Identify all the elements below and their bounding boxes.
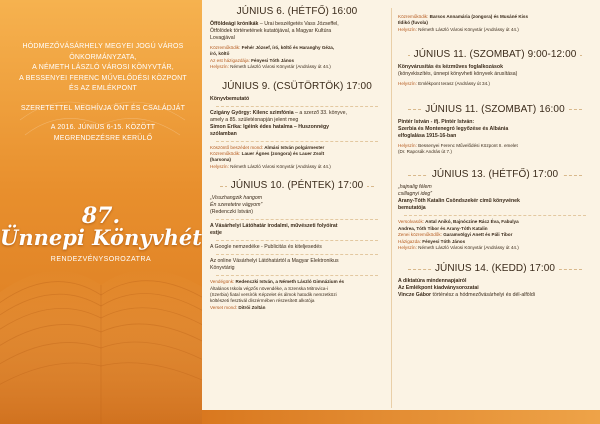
day-heading: JÚNIUS 9. (CSÜTÖRTÖK) 17:00 [206, 81, 388, 92]
cover-invite-line: SZERETETTEL MEGHÍVJA ÖNT ÉS CSALÁDJÁT [20, 104, 186, 112]
cover-intro-line: ÖNKORMÁNYZATA, [69, 53, 137, 61]
event-entry: Pintér István - ifj. Pintér István: Szerbia és Montenegró legyőzése és Albánia elfoglalása 1915-16-ban Helyszín: Bessenyei Ferenc Művelődési Központ II. emelet (Dr. Rapcsák András út 7.) [398, 118, 518, 155]
cover-title: Ünnepi Könyvhét [0, 225, 202, 250]
day-heading: JÚNIUS 6. (HÉTFŐ) 16:00 [206, 6, 388, 17]
edition-number: 87. [81, 203, 121, 229]
cover-intro-line: A BESSENYEI FERENC MŰVELŐDÉSI KÖZPONT [19, 74, 187, 82]
event-entry: Öfföldeági krónikák – Urai beszélgetés Vass Józseffel, Ötfölödek történetének kutatójával, a Magyar Kultúra Lovagjával Közreműködik: Fehér József, író, költő és Haranghy Géza, író, költő Az est házigazdája: Fényesi Tóth János Helyszín: Németh László Városi Könyvtár (Andrássy út 44.) [210, 21, 339, 70]
day-heading: JÚNIUS 13. (HÉTFŐ) 17:00 [394, 169, 596, 180]
cover-date-line: A 2016. JÚNIUS 6-15. KÖZÖTT [50, 124, 156, 131]
event-entry: „hajnalig félem csillagnyi ideg” Arany-Tóth Katalin Csöndszekér című könyvének bemutatója Versolvasók: Antal Anikó, Bajnóczine Rácz Éva, Fabulya Andrea, Tóth Tibor és Arany-Tóth Katalin Zenei közreműködők: Garamvölgyi Anett és Páli Tibor Házigazda: Fényesi Tóth János Helyszín: Németh László Városi Könyvtár (Andrássy út 44.) [394, 184, 596, 251]
program-column-right [394, 0, 596, 424]
cover-panel [0, 0, 202, 424]
event-entry: „Visszhangzik hangom Én szeretetre vágyom” (Redenczki István) A Vásárhelyi Látóhatár irodalmi, művészeti folyóirat estje A Google nemzedéke - Publicitás és kiteljesedés Az online Vásárhelyi Látóhatártól a Magyar Elektronikus Könyvtárig Vendégünk: Redenczki István, a Németh László Gimnázium és Általános Iskola végzős növendéke, a Szenska Mitrovica-i (Szerbia) fiatal versírók Képzelet és álmok hatodik nemzetközi költészeti fesztivál díszérmében részesített alkotója Verset mond: Ditrói Zoltán [206, 195, 388, 311]
day-heading: JÚNIUS 11. (SZOMBAT) 9:00-12:00 [394, 49, 596, 60]
program-column-middle [206, 0, 388, 424]
event-entry: A diktatúra mindennapjairól Az Emlékpont kiadványsorozatai Vincze Gábor történész a hódmezővásárhelyi és dél-alföldi [398, 278, 535, 299]
cover-intro-line: ÉS AZ EMLÉKPONT [69, 85, 137, 92]
day-heading: JÚNIUS 10. (PÉNTEK) 17:00 [206, 180, 388, 191]
event-entry: Közreműködik: Barsos Annamária (zongora) és Musáné Kiss Ildikó (fuvola) Helyszín: Németh László Városi Könyvtár (Andrássy út 44.) [398, 14, 529, 32]
column-divider [391, 8, 392, 408]
event-entry: Könyvbemutató Czigány György: Kilenc szimfónia – a szerző 33. könyve, amely a 85. születésnapján jelent meg Simon Erika: Igéink édes hatalma – Huszonnégy szólamban Köszöntő beszédet mond: Almási István polgármester Közreműködik: Lauer Ágnes (zongora) és Lauer Zsolt (harsona) Helyszín: Németh László Városi Könyvtár (Andrássy út 44.) [206, 96, 388, 171]
cover-intro-line: A NÉMETH LÁSZLÓ VÁROSI KÖNYVTÁR, [32, 64, 174, 71]
cover-date-line: MEGRENDEZÉSRE KERÜLŐ [53, 134, 153, 142]
event-entry: Könyvárusítás és kézműves foglalkozások (könyvkiszítés, ünnepi könyvheti könyvek árusítása) Helyszín: Emlékpont terasz (Andrássy út 34.) [398, 64, 518, 87]
day-heading: JÚNIUS 11. (SZOMBAT) 16:00 [394, 104, 596, 115]
footer-band [202, 410, 600, 424]
day-heading: JÚNIUS 14. (KEDD) 17:00 [394, 263, 596, 274]
cover-intro-line: HÓDMEZŐVÁSÁRHELY MEGYEI JOGÚ VÁROS [22, 43, 184, 50]
cover-subtitle: RENDEZVÉNYSOROZATRA [50, 256, 152, 263]
cover-intro [8, 42, 198, 144]
